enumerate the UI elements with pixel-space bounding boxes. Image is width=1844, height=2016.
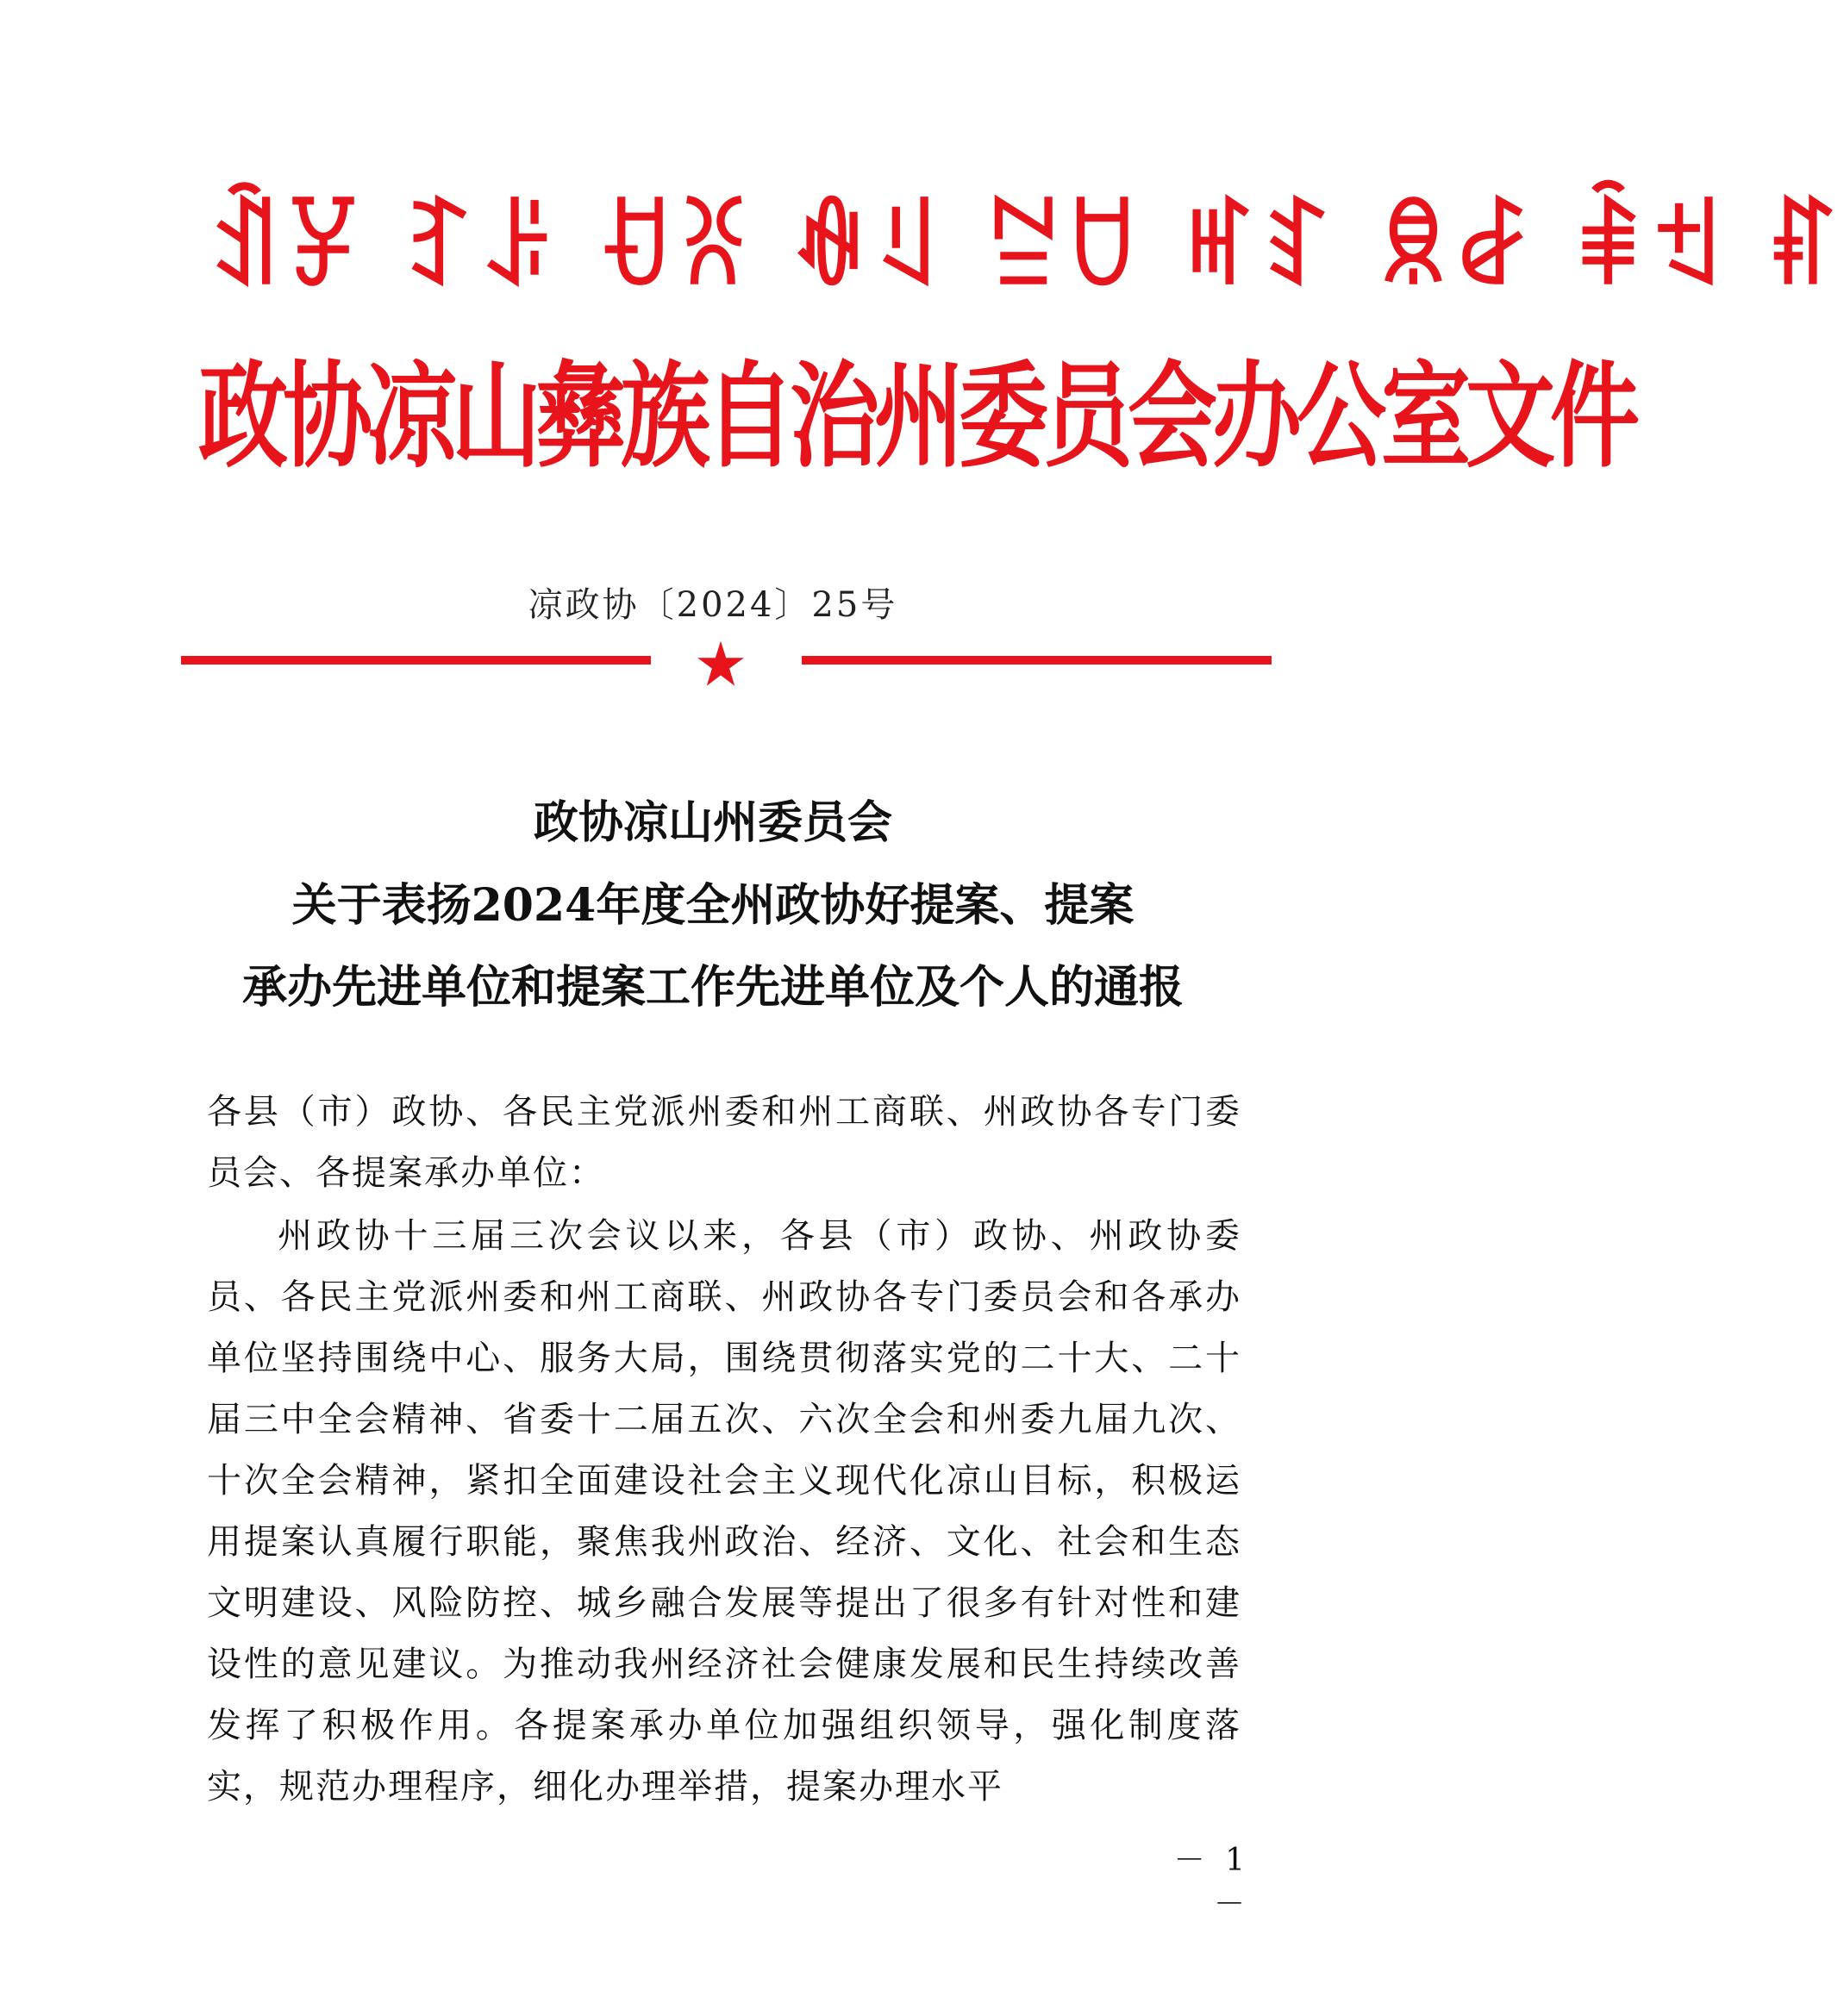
document-number: 凉政协〔2024〕25号 [528,585,898,625]
notice-title-line2: 关于表扬2024年度全州政协好提案、提案 [291,879,1135,932]
page-number: － 1 － [1173,1843,1250,1922]
red-rule-left [181,656,651,665]
yi-script-header: ꀉꐯ ꆈꌠ ꀀꐦ ꊿꆹ ꊂꇴ ꎭꆏ ꌋꆀ ꑋꉬ ꐥ [207,193,1844,306]
notice-title-line1: 政协凉山州委员会 [533,796,892,849]
salutation: 各县（市）政协、各民主党派州委和州工商联、州政协各专门委员会、各提案承办单位： [207,1092,1241,1193]
notice-title-line3: 承办先进单位和提案工作先进单位及个人的通报 [241,961,1184,1014]
body-paragraph: 州政协十三届三次会议以来，各县（市）政协、州政协委员、各民主党派州委和州工商联、州政协各专门委员会和各承办单位坚持围绕中心、服务大局，围绕贯彻落实党的二十大、二十届三中全会精神、省委十二届五次、六次全会和州委九届九次、十次全会精神，紧扣全面建设社会主义现代化凉山目标，积极运用提案认真履行职能，聚焦我州政治、经济、文化、社会和生态文明建设、风险防控、城乡融合发展等提出了很多有针对性和建设性的意见建议。为推动我州经济社会健康发展和民生持续改善发挥了积极作用。各提案承办单位加强组织领导，强化制度落实，规范办理程序，细化办理举措，提案办理水平 [207,1216,1241,1807]
red-rule-right [802,656,1272,665]
org-title: 政协凉山彝族自治州委员会办公室文件 [198,347,1635,484]
red-star-icon [697,640,745,688]
